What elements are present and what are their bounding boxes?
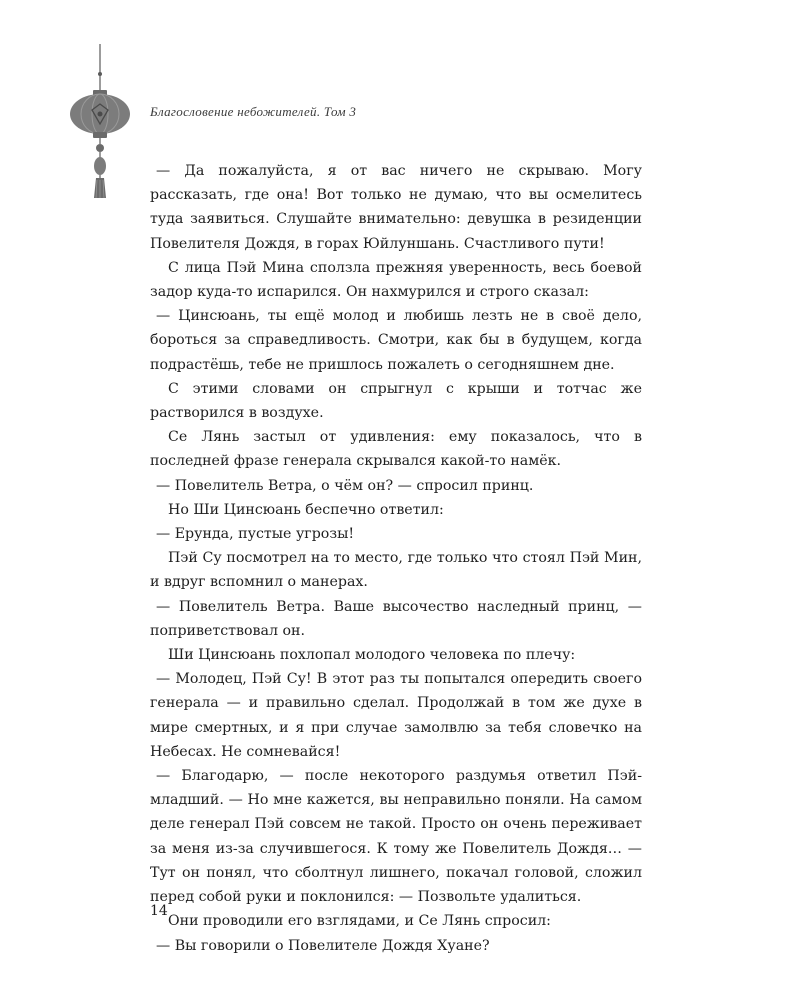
- paragraph: — Повелитель Ветра. Ваше высочество наследный принц, — поприветствовал он.: [150, 598, 642, 639]
- paragraph: Се Лянь застыл от удивления: ему показалось, что в последней фразе генерала скрывался какой-то намёк.: [150, 429, 642, 470]
- page-number: 14: [150, 903, 168, 919]
- paragraph: — Да пожалуйста, я от вас ничего не скрываю. Могу рассказать, где она! Вот только не думаю, что вы осмелитесь туда заявиться. Слушайте внимательно: девушка в резиденции Повелителя Дождя, в горах Юйлуншань. Счастливого пути!: [150, 163, 642, 252]
- paragraph: Но Ши Цинсюань беспечно ответил:: [168, 501, 444, 518]
- page-body-text: [150, 159, 642, 958]
- paragraph: — Благодарю, — после некоторого раздумья ответил Пэй-младший. — Но мне кажется, вы неправильно поняли. На самом деле генерал Пэй совсем не такой. Просто он очень переживает за меня из-за случившегося. К тому же Повелитель Дождя… — Тут он понял, что сболтнул лишнего, покачал головой, сложил перед собой руки и поклонился: — Позвольте удалиться.: [150, 768, 642, 906]
- paragraph: — Молодец, Пэй Су! В этот раз ты попытался опередить своего генерала — и правильно сделал. Продолжай в том же духе в мире смертных, и я при случае замолвлю за тебя словечко на Небесах. Не сомневайся!: [150, 671, 642, 760]
- paragraph: — Цинсюань, ты ещё молод и любишь лезть не в своё дело, бороться за справедливость. Смотри, как бы в будущем, когда подрастёшь, тебе не пришлось пожалеть о сегодняшнем дне.: [150, 308, 642, 373]
- paragraph: С лица Пэй Мина сползла прежняя уверенность, весь боевой задор куда-то испарился. Он нахмурился и строго сказал:: [150, 259, 642, 301]
- paragraph: Ши Цинсюань похлопал молодого человека по плечу:: [168, 647, 576, 664]
- paragraph: Пэй Су посмотрел на то место, где только что стоял Пэй Мин, и вдруг вспомнил о манерах.: [150, 550, 642, 591]
- paragraph: С этими словами он спрыгнул с крыши и тотчас же растворился в воздухе.: [150, 380, 642, 422]
- paragraph: Они проводили его взглядами, и Се Лянь спросил:: [168, 913, 551, 930]
- lantern-ornament-icon: [68, 44, 132, 204]
- paragraph: — Вы говорили о Повелителе Дождя Хуане?: [156, 937, 490, 954]
- paragraph: — Повелитель Ветра, о чём он? — спросил принц.: [156, 477, 534, 494]
- running-header: Благословение небожителей. Том 3: [150, 104, 357, 119]
- paragraph: — Ерунда, пустые угрозы!: [156, 526, 355, 543]
